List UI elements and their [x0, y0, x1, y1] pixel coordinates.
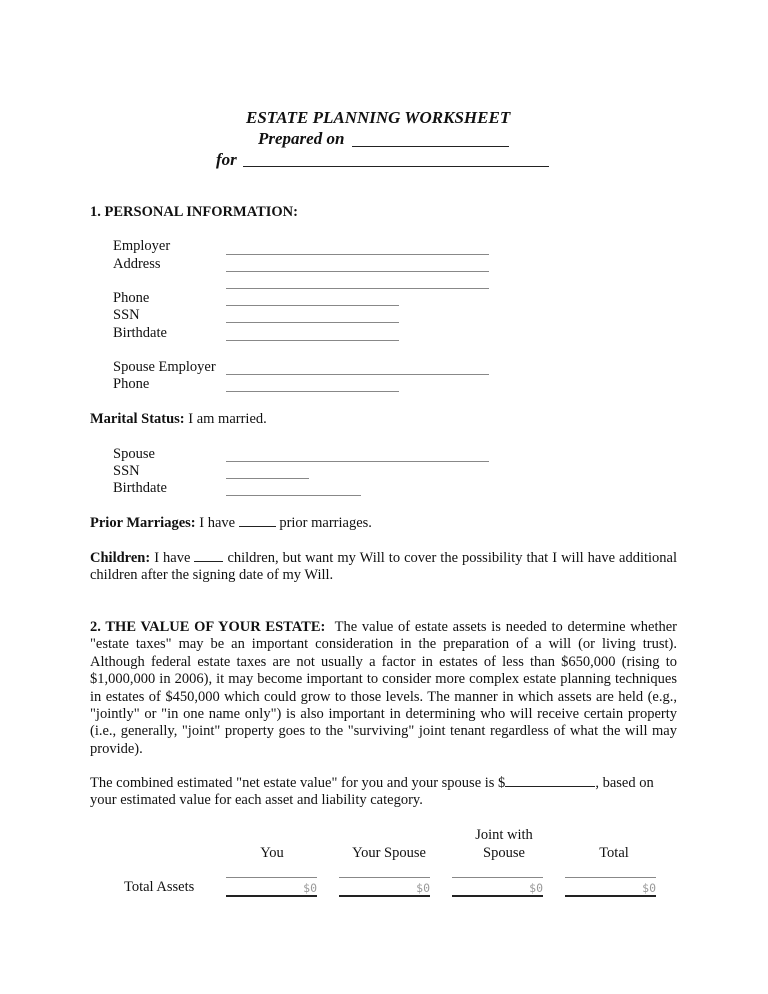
marital-status-value: I am married. [188, 411, 267, 427]
children-pre: I have [154, 550, 191, 566]
spouse-label: Spouse [113, 446, 155, 462]
prepared-for-field[interactable] [243, 166, 549, 167]
marital-status-label: Marital Status: [90, 411, 185, 427]
total-assets-you-bottom-rule [226, 895, 317, 897]
total-assets-joint-top-rule [452, 877, 543, 878]
spouse-employer-phone-field[interactable] [226, 391, 399, 392]
total-assets-you-top-rule [226, 877, 317, 878]
ssn-label: SSN [113, 307, 140, 323]
section-2-intro: The value of estate assets is needed to determine whether "estate taxes" may be an important consideration in the preparation of a will (or living trust). Although federal estate taxes are not usually a factor in estates of less than $650,000 (rising to $1,000,000 in 2006), it may become important to consider more complex estate planning techniques in estates of $450,000 which could grow to those levels. The manner in which assets are held (e.g., "jointly" or "in one name only") is also important in determining who will receive certain property (i.e., generally, "joint" property goes to the "surviving" joint tenant regardless of what the will may provide). [90, 619, 677, 757]
net-estate-pre: The combined estimated "net estate value" for you and your spouse is $ [90, 775, 506, 791]
phone-field[interactable] [226, 305, 399, 306]
prior-marriages [90, 515, 372, 532]
document-title: ESTATE PLANNING WORKSHEET [246, 108, 511, 127]
section-1-heading: 1. PERSONAL INFORMATION: [90, 204, 298, 220]
children-paragraph [90, 550, 677, 585]
spouse-birthdate-label: Birthdate [113, 480, 167, 496]
marital-status [90, 411, 267, 428]
total-assets-joint-value[interactable]: $0 [529, 881, 543, 895]
row-label-total-assets: Total Assets [124, 879, 195, 895]
spouse-birthdate-field[interactable] [226, 495, 361, 496]
ssn-field[interactable] [226, 322, 399, 323]
column-header-total: Total [599, 845, 629, 861]
total-assets-you-value[interactable]: $0 [303, 881, 317, 895]
net-estate-paragraph [90, 775, 677, 810]
spouse-field[interactable] [226, 461, 489, 462]
phone-label: Phone [113, 290, 150, 306]
employer-field[interactable] [226, 254, 489, 255]
column-header-you: You [260, 845, 284, 861]
prepared-on-label: Prepared on [258, 129, 345, 148]
address-label: Address [113, 256, 161, 272]
total-assets-total-top-rule [565, 877, 656, 878]
spouse-ssn-field[interactable] [226, 478, 309, 479]
net-estate-value-field[interactable] [505, 786, 595, 787]
prior-marriages-count-field[interactable] [239, 526, 276, 527]
birthdate-label: Birthdate [113, 325, 167, 341]
spouse-employer-phone-label: Phone [113, 376, 150, 392]
children-label: Children: [90, 550, 151, 566]
column-header-joint-with-spouse: Joint with Spouse [475, 827, 533, 861]
section-2-heading: 2. THE VALUE OF YOUR ESTATE: [90, 619, 326, 635]
total-assets-spouse-bottom-rule [339, 895, 430, 897]
prior-marriages-label: Prior Marriages: [90, 515, 196, 531]
birthdate-field[interactable] [226, 340, 399, 341]
total-assets-spouse-top-rule [339, 877, 430, 878]
total-assets-total-bottom-rule [565, 895, 656, 897]
spouse-employer-field[interactable] [226, 374, 489, 375]
column-header-your-spouse: Your Spouse [352, 845, 426, 861]
spouse-employer-label: Spouse Employer [113, 359, 216, 375]
total-assets-spouse-value[interactable]: $0 [416, 881, 430, 895]
section-2-paragraph [90, 619, 677, 758]
total-assets-total-value[interactable]: $0 [642, 881, 656, 895]
children-count-field[interactable] [194, 561, 223, 562]
prior-marriages-pre: I have [199, 515, 236, 531]
children-post: children, but want my Will to cover the possibility that I will have additional children after the signing date of my Will. [90, 550, 678, 584]
prepared-on-field[interactable] [352, 146, 509, 147]
address-field-line-2[interactable] [226, 288, 489, 289]
total-assets-joint-bottom-rule [452, 895, 543, 897]
employer-label: Employer [113, 238, 171, 254]
for-label: for [216, 150, 237, 169]
spouse-ssn-label: SSN [113, 463, 140, 479]
address-field-line-1[interactable] [226, 271, 489, 272]
prior-marriages-post: prior marriages. [279, 515, 372, 531]
net-estate-post: , based on your estimated value for each asset and liability category. [90, 775, 654, 809]
